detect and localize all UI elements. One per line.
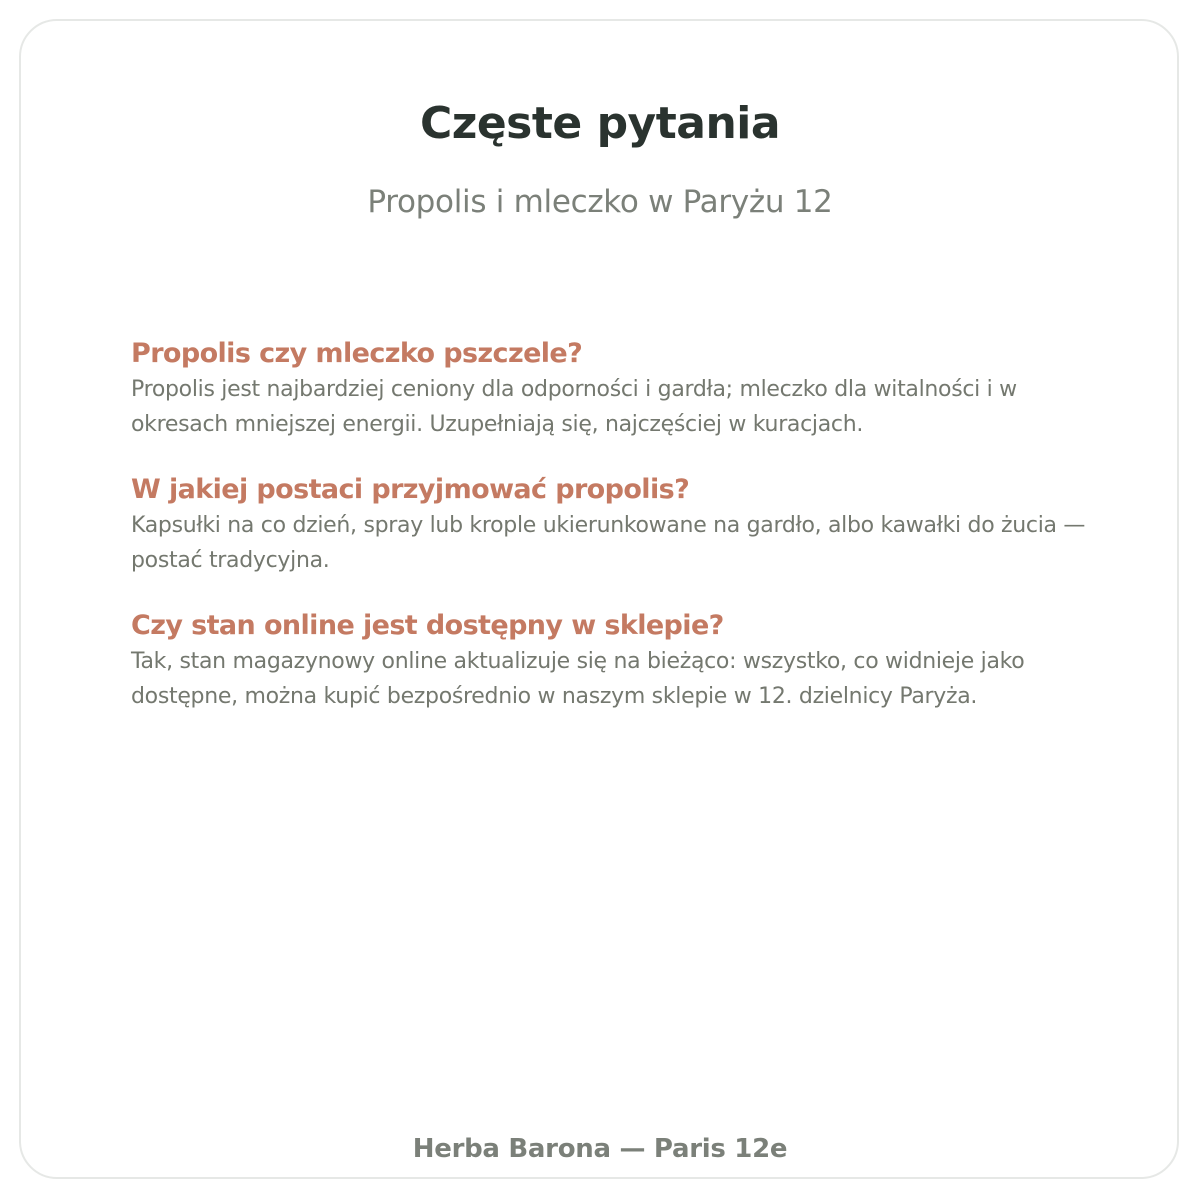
faq-item-online-stock xyxy=(131,608,1101,714)
faq-item-propolis-vs-royal-jelly xyxy=(131,336,1101,442)
footer-brand: Herba Barona — Paris 12e xyxy=(412,1134,788,1164)
faq-list xyxy=(131,336,1101,744)
faq-answer: Tak, stan magazynowy online aktualizuje się na bieżąco: wszystko, co widnieje jako dostępne, można kupić bezpośrednio w naszym sklepie w 12. dzielnicy Paryża. xyxy=(131,649,1025,709)
faq-answer: Propolis jest najbardziej ceniony dla odporności i gardła; mleczko dla witalności i w okresach mniejszej energii. Uzupełniają się, najczęściej w kuracjach. xyxy=(131,377,1017,437)
faq-question: Czy stan online jest dostępny w sklepie? xyxy=(131,610,724,641)
faq-answer: Kapsułki na co dzień, spray lub krople ukierunkowane na gardło, albo kawałki do żucia — postać tradycyjna. xyxy=(131,513,1086,573)
page-title: Częste pytania xyxy=(419,98,781,149)
faq-question: W jakiej postaci przyjmować propolis? xyxy=(131,474,690,505)
faq-question: Propolis czy mleczko pszczele? xyxy=(131,338,583,369)
faq-item-propolis-forms xyxy=(131,472,1101,578)
page-subtitle: Propolis i mleczko w Paryżu 12 xyxy=(367,184,833,220)
